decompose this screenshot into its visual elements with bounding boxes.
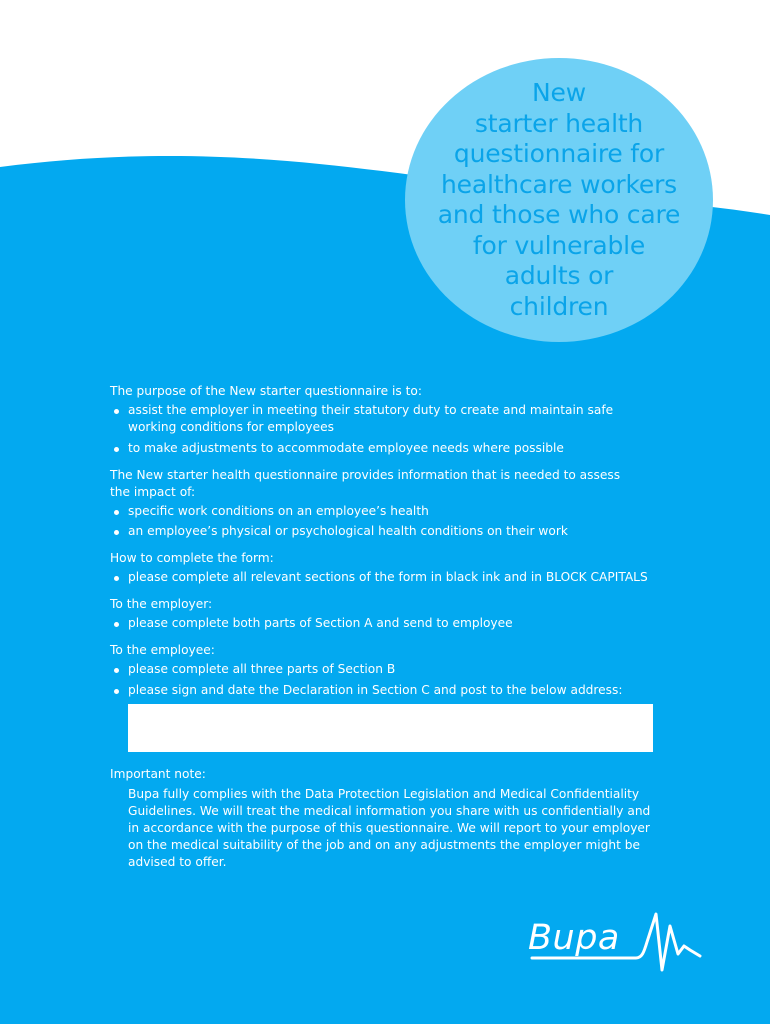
employer-list [110, 615, 670, 632]
bullet-icon [114, 668, 119, 673]
list-item: specific work conditions on an employee’s health [110, 503, 670, 520]
list-item: assist the employer in meeting their statutory duty to create and maintain safe working conditions for employees [110, 402, 670, 436]
purpose-heading: The purpose of the New starter questionnaire is to: [110, 384, 422, 398]
employee-heading: To the employee: [110, 643, 215, 657]
page-title [424, 78, 694, 322]
bullet-icon [114, 622, 119, 627]
title-circle [405, 58, 713, 342]
bullet-icon [114, 510, 119, 515]
purpose-list [110, 402, 670, 457]
title-line: for vulnerable [472, 230, 646, 260]
note-heading: Important note: [110, 766, 206, 781]
important-note-section [110, 766, 670, 871]
assess-section [110, 467, 670, 541]
bullet-icon [114, 447, 119, 452]
list-item: please complete both parts of Section A and send to employee [110, 615, 670, 632]
how-list [110, 569, 670, 586]
employee-list [110, 661, 670, 699]
how-section [110, 550, 670, 586]
note-text: Bupa fully complies with the Data Protection Legislation and Medical Confidentiality Guidelines. We will treat the medical information you share with us confidentially and in accordance with the purpose of this questionnaire. We will report to your employer on the medical suitability of the job and on any adjustments the employer might be advised to offer. [128, 786, 651, 869]
bullet-icon [114, 409, 119, 414]
employer-heading: To the employer: [110, 597, 213, 611]
list-item: please sign and date the Declaration in Section C and post to the below address: [110, 682, 670, 699]
employee-section [110, 642, 670, 699]
assess-heading: The New starter health questionnaire provides information that is needed to assess the impact of: [110, 467, 621, 499]
title-line: adults or [504, 261, 614, 290]
title-line: healthcare workers [441, 169, 677, 199]
how-heading: How to complete the form: [110, 551, 274, 565]
title-line: starter health [474, 108, 644, 138]
list-item: an employee’s physical or psychological health conditions on their work [110, 523, 670, 540]
address-field[interactable] [128, 704, 653, 752]
title-line: questionnaire for [453, 139, 665, 168]
list-item: to make adjustments to accommodate employee needs where possible [110, 440, 670, 457]
logo-text: Bupa [528, 918, 620, 958]
purpose-section [110, 383, 670, 457]
list-item: please complete all three parts of Section B [110, 661, 670, 678]
bupa-logo [528, 908, 718, 978]
employer-section [110, 596, 670, 632]
list-item: please complete all relevant sections of the form in black ink and in BLOCK CAPITALS [110, 569, 670, 586]
bullet-icon [114, 576, 119, 581]
instructions-content [110, 383, 670, 881]
title-line: children [509, 291, 609, 321]
assess-list [110, 503, 670, 541]
title-line: and those who care [437, 200, 681, 229]
title-line: New [532, 78, 586, 107]
bullet-icon [114, 689, 119, 694]
heartbeat-icon [528, 908, 718, 978]
bullet-icon [114, 530, 119, 535]
